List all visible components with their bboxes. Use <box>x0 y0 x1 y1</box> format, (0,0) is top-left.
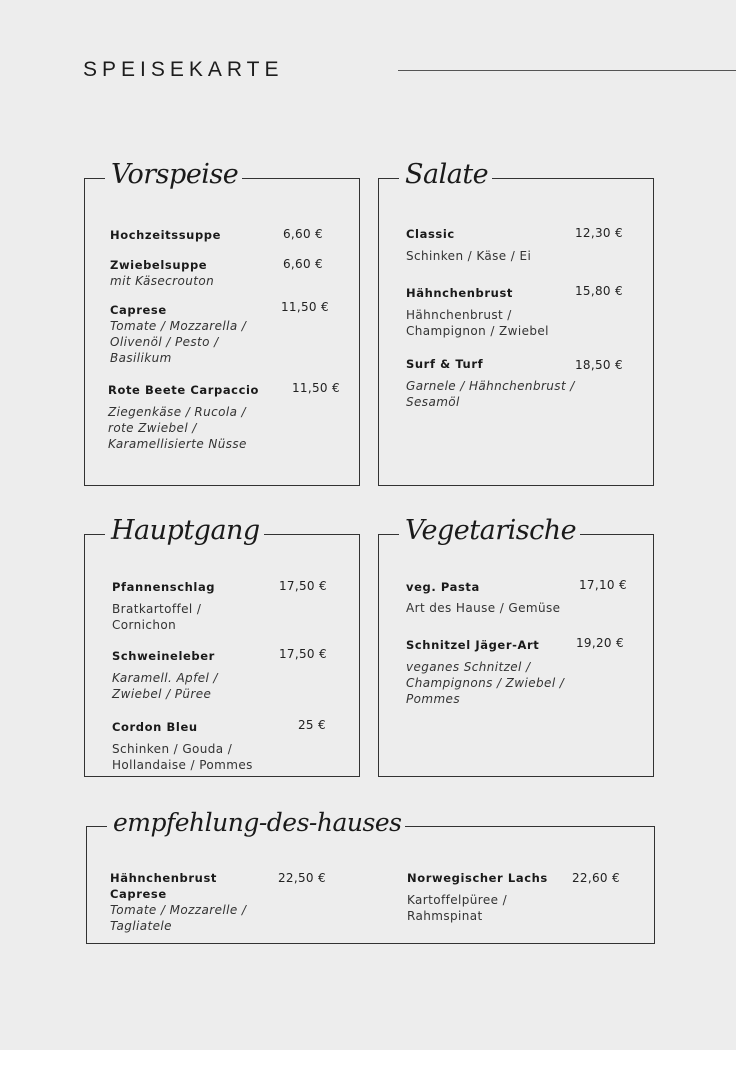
item-price: 15,80 € <box>575 284 623 298</box>
item-description: Karamell. Apfel / Zwiebel / Püree <box>112 671 218 701</box>
item-price: 25 € <box>298 718 326 732</box>
item-price: 11,50 € <box>292 381 340 395</box>
page-title: SPEISEKARTE <box>83 58 284 81</box>
menu-item <box>112 719 292 773</box>
item-name: Rote Beete Carpaccio <box>108 383 260 397</box>
menu-item <box>406 637 591 707</box>
item-price: 22,50 € <box>278 871 326 885</box>
item-description: Schinken / Gouda / Hollandaise / Pommes <box>112 742 253 772</box>
item-name: Schweineleber <box>112 649 215 663</box>
item-price: 17,50 € <box>279 647 327 661</box>
item-name: Schnitzel Jäger-Art <box>406 638 540 652</box>
item-description: Schinken / Käse / Ei <box>406 249 532 263</box>
section-empfehlung <box>86 808 655 944</box>
item-name: Caprese <box>110 303 167 317</box>
item-name: Hochzeitssuppe <box>110 228 222 242</box>
section-heading: Vorspeise <box>105 155 242 195</box>
item-description: veganes Schnitzel / Champignons / Zwiebel / Pommes <box>406 660 565 706</box>
item-price: 12,30 € <box>575 226 623 240</box>
item-description: Bratkartoffel / Cornichon <box>112 602 202 632</box>
menu-item <box>110 257 280 289</box>
title-divider <box>398 70 736 71</box>
item-name: Norwegischer Lachs <box>407 871 548 885</box>
section-salate <box>378 159 654 486</box>
section-heading: Salate <box>399 155 492 195</box>
menu-item <box>406 579 586 616</box>
item-price: 17,50 € <box>279 579 327 593</box>
item-description: Hähnchenbrust / Champignon / Zwiebel <box>406 308 549 338</box>
item-description: Garnele / Hähnchenbrust / Sesamöl <box>406 379 575 409</box>
menu-item <box>406 226 576 264</box>
section-heading: Hauptgang <box>105 511 264 551</box>
item-name: veg. Pasta <box>406 580 480 594</box>
section-vorspeise <box>84 159 360 486</box>
item-description: mit Käsecrouton <box>110 274 215 288</box>
menu-item <box>110 870 275 934</box>
item-description: Tomate / Mozzarelle / Tagliatele <box>110 903 247 933</box>
item-price: 17,10 € <box>579 578 627 592</box>
item-description: Tomate / Mozzarella / Olivenöl / Pesto / Basilikum <box>110 319 247 365</box>
item-name: Hähnchenbrust <box>406 286 513 300</box>
item-price: 6,60 € <box>283 227 323 241</box>
section-hauptgang <box>84 515 360 777</box>
item-description: Ziegenkäse / Rucola / rote Zwiebel / Karamellisierte Nüsse <box>108 405 247 451</box>
item-price: 6,60 € <box>283 257 323 271</box>
item-name: Classic <box>406 227 455 241</box>
menu-item <box>112 579 262 633</box>
section-heading: Vegetarische <box>399 511 580 551</box>
menu-item <box>110 227 270 243</box>
item-name: Zwiebelsuppe <box>110 258 208 272</box>
menu-item <box>406 285 571 339</box>
item-description: Kartoffelpüree / Rahmspinat <box>407 893 508 923</box>
item-price: 18,50 € <box>575 358 623 372</box>
page-edge <box>0 1050 736 1080</box>
item-price: 22,60 € <box>572 871 620 885</box>
item-name: Pfannenschlag <box>112 580 216 594</box>
menu-item <box>108 382 273 452</box>
menu-item <box>112 648 262 702</box>
item-price: 19,20 € <box>576 636 624 650</box>
menu-item <box>407 870 572 924</box>
section-vegetarische <box>378 515 654 777</box>
section-heading: empfehlung-des-hauses <box>107 803 405 843</box>
item-name: Surf & Turf <box>406 357 484 371</box>
item-description: Art des Hause / Gemüse <box>406 601 561 615</box>
item-price: 11,50 € <box>281 300 329 314</box>
menu-item <box>110 302 275 366</box>
item-name: Hähnchenbrust Caprese <box>110 871 217 901</box>
item-name: Cordon Bleu <box>112 720 198 734</box>
